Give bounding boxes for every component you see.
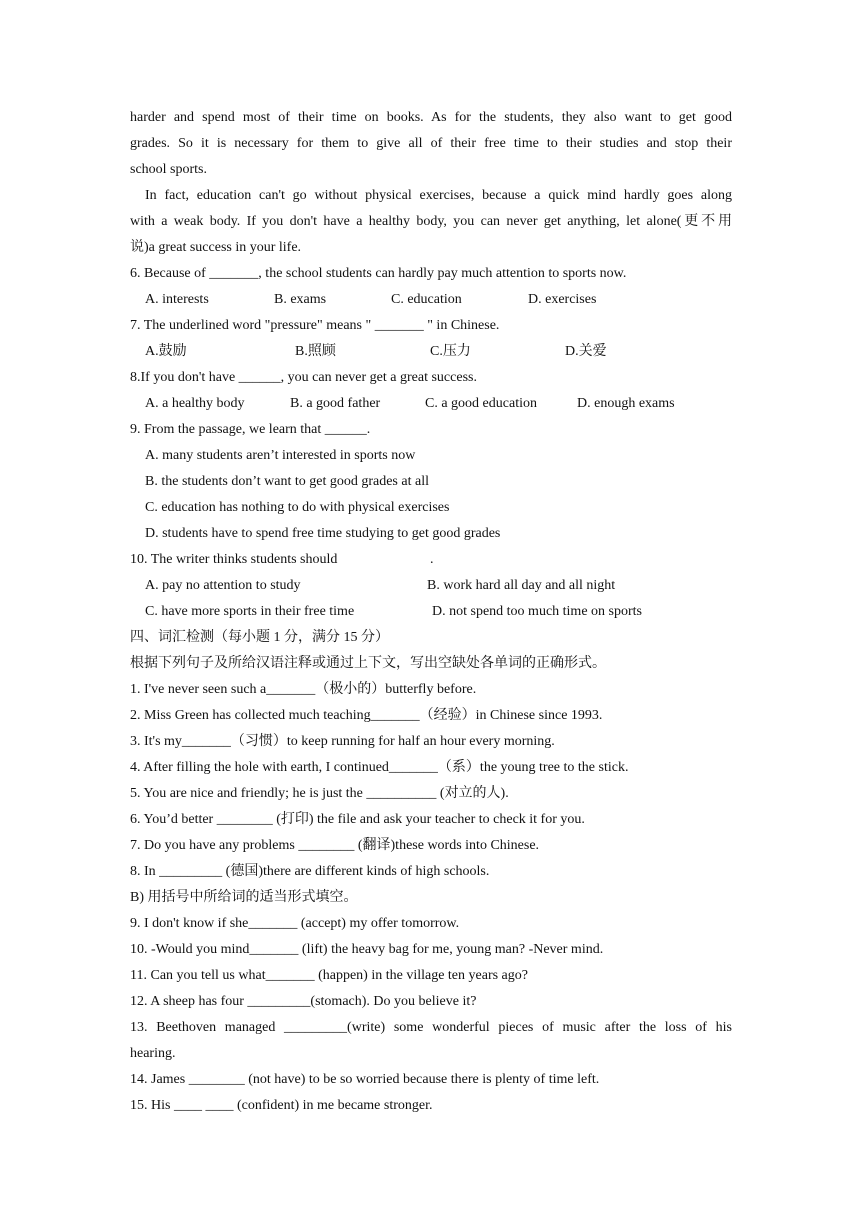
option-a: A. a healthy body [145, 396, 245, 411]
page-content [130, 105, 732, 1119]
question-10 [130, 547, 732, 625]
option-b: B. work hard all day and all night [427, 578, 616, 593]
vocab-item: 5. You are nice and friendly; he is just the __________ (对立的人). [130, 786, 509, 801]
vocab-item: 1. I've never seen such a_______（极小的）butterfly before. [130, 682, 477, 697]
option-d: D. not spend too much time on sports [432, 604, 642, 619]
option-d: D. exercises [528, 292, 597, 307]
option-row [130, 599, 732, 625]
question-stem: 8.If you don't have ______, you can never get a great success. [130, 370, 477, 385]
text-line: harder and spend most of their time on books. As for the students, they also want to get good [130, 110, 732, 125]
passage-paragraph-2 [130, 183, 732, 261]
option-b: B. the students don’t want to get good grades at all [145, 474, 429, 489]
question-stem: 9. From the passage, we learn that ______. [130, 422, 371, 437]
text-line: In fact, education can't go without physical exercises, because a quick mind hardly goes along [145, 188, 732, 203]
option-a: A.鼓励 [145, 344, 187, 359]
option-a: A. interests [145, 292, 209, 307]
option-b: B.照顾 [295, 344, 336, 359]
section-title: 四、词汇检测（每小题 1 分，满分 15 分） [130, 630, 389, 645]
option-a: A. many students aren’t interested in sports now [145, 448, 416, 463]
grammar-item: 10. -Would you mind_______ (lift) the heavy bag for me, young man? -Never mind. [130, 942, 604, 957]
question-8 [130, 365, 732, 417]
option-row [130, 573, 732, 599]
option-c: C. education has nothing to do with physical exercises [145, 500, 450, 515]
option-row [130, 339, 732, 365]
question-stem [130, 547, 732, 573]
vocab-item: 8. In _________ (德国)there are different kinds of high schools. [130, 864, 490, 879]
question-stem: 6. Because of _______, the school students can hardly pay much attention to sports now. [130, 266, 627, 281]
option-d: D. enough exams [577, 396, 675, 411]
option-a: A. pay no attention to study [145, 578, 301, 593]
section-instruction: 根据下列句子及所给汉语注释或通过上下文，写出空缺处各单词的正确形式。 [130, 656, 606, 671]
question-7 [130, 313, 732, 365]
grammar-item: 15. His ____ ____ (confident) in me became stronger. [130, 1098, 433, 1113]
grammar-item: 14. James ________ (not have) to be so worried because there is plenty of time left. [130, 1072, 600, 1087]
vocab-item: 7. Do you have any problems ________ (翻译)these words into Chinese. [130, 838, 540, 853]
part-b-heading: B) 用括号中所给词的适当形式填空。 [130, 890, 358, 905]
option-d: D. students have to spend free time studying to get good grades [145, 526, 501, 541]
grammar-item: 11. Can you tell us what_______ (happen) in the village ten years ago? [130, 968, 528, 983]
vocab-item: 2. Miss Green has collected much teaching_______（经验）in Chinese since 1993. [130, 708, 603, 723]
option-c: C.压力 [430, 344, 471, 359]
text-line: with a weak body. If you don't have a healthy body, you can never get anything, let alone(更不用 [130, 214, 732, 229]
option-d: D.关爱 [565, 344, 607, 359]
stem-end: . [430, 552, 434, 567]
grammar-item: 13. Beethoven managed _________(write) some wonderful pieces of music after the loss of his [130, 1020, 732, 1035]
option-c: C. a good education [425, 396, 537, 411]
option-c: C. have more sports in their free time [145, 604, 355, 619]
grammar-item-continued: hearing. [130, 1046, 176, 1061]
question-9 [130, 417, 732, 547]
grammar-item: 9. I don't know if she_______ (accept) my offer tomorrow. [130, 916, 460, 931]
text-line: school sports. [130, 162, 207, 177]
grammar-item: 12. A sheep has four _________(stomach). Do you believe it? [130, 994, 477, 1009]
vocab-item: 4. After filling the hole with earth, I continued_______（系）the young tree to the stick. [130, 760, 629, 775]
vocab-item: 3. It's my_______（习惯）to keep running for half an hour every morning. [130, 734, 555, 749]
option-b: B. exams [274, 292, 327, 307]
text-line: 说)a great success in your life. [130, 240, 302, 255]
section-4 [130, 625, 732, 1119]
stem-text: 10. The writer thinks students should [130, 552, 338, 567]
option-row [130, 391, 732, 417]
question-stem: 7. The underlined word "pressure" means " _______ " in Chinese. [130, 318, 500, 333]
text-line: grades. So it is necessary for them to give all of their free time to their studies and stop their [130, 136, 732, 151]
vocab-item: 6. You’d better ________ (打印) the file and ask your teacher to check it for you. [130, 812, 585, 827]
option-b: B. a good father [290, 396, 381, 411]
option-row [130, 287, 732, 313]
question-6 [130, 261, 732, 313]
option-c: C. education [391, 292, 462, 307]
passage-paragraph-1 [130, 105, 732, 183]
